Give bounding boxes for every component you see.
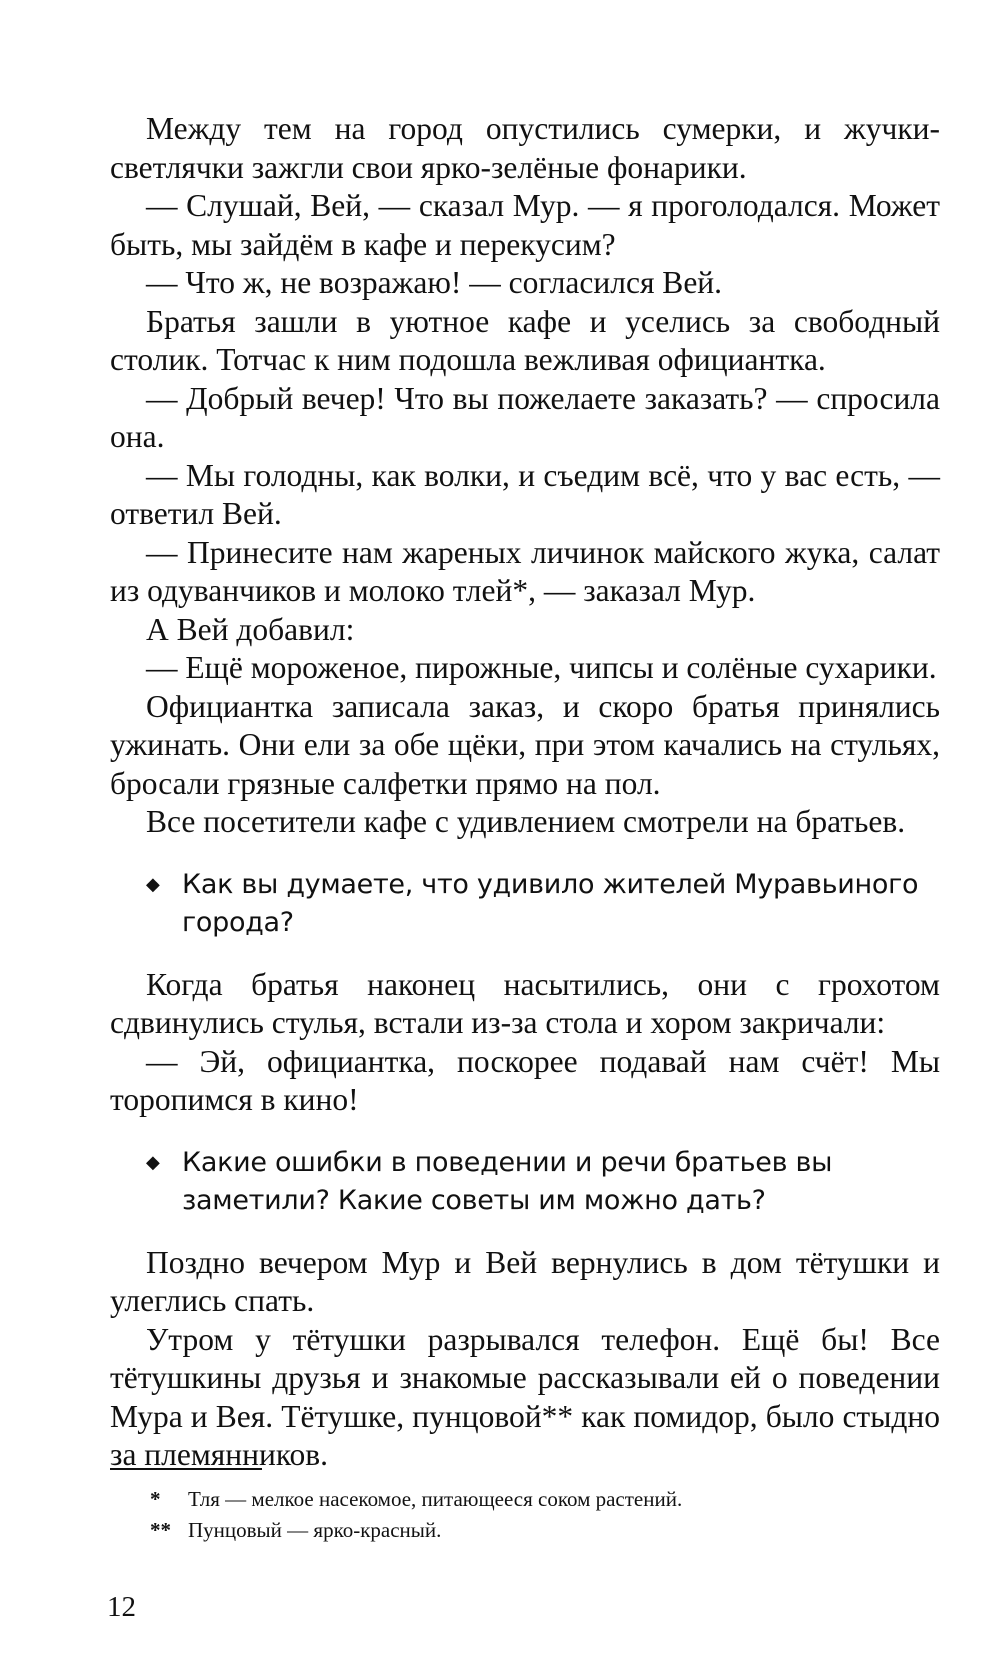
paragraph: Поздно вечером Мур и Вей вернулись в дом тётушки и улеглись спать. (110, 1244, 940, 1318)
footnote-divider (110, 1468, 262, 1470)
main-text (110, 110, 940, 1475)
paragraph: Когда братья наконец насытились, они с грохотом сдвинулись стулья, встали из-за стола и хором закричали: (110, 966, 940, 1040)
paragraph: Между тем на город опустились сумерки, и жучки-светлячки зажгли свои ярко-зелёные фонарики. (110, 111, 940, 185)
paragraph: — Ещё мороженое, пирожные, чипсы и солёные сухарики. (146, 650, 937, 685)
footnote-text: Пунцовый — ярко-красный. (188, 1518, 442, 1542)
question-block (146, 1144, 940, 1220)
footnote-mark: * (150, 1487, 161, 1511)
paragraph: Все посетители кафе с удивлением смотрели на братьев. (146, 804, 906, 839)
paragraph: — Слушай, Вей, — сказал Мур. — я проголодался. Может быть, мы зайдём в кафе и перекусим? (110, 188, 940, 262)
paragraph: — Добрый вечер! Что вы пожелаете заказать? — спросила она. (110, 380, 940, 454)
footnote-mark: ** (150, 1518, 171, 1542)
paragraph: Официантка записала заказ, и скоро братья принялись ужинать. Они ели за обе щёки, при этом качались на стульях, бросали грязные салфетки прямо на пол. (110, 688, 940, 801)
paragraph: — Что ж, не возражаю! — согласился Вей. (146, 265, 723, 300)
paragraph: — Мы голодны, как волки, и съедим всё, что у вас есть, — ответил Вей. (110, 457, 940, 531)
diamond-bullet-icon: ◆ (146, 1151, 160, 1173)
footnotes (150, 1484, 682, 1546)
footnote (150, 1484, 682, 1515)
footnote (150, 1515, 682, 1546)
paragraph: Братья зашли в уютное кафе и уселись за свободный столик. Тотчас к ним подошла вежливая официантка. (110, 303, 940, 377)
paragraph: — Принесите нам жареных личинок майского жука, салат из одуванчиков и молоко тлей*, — заказал Мур. (110, 534, 940, 608)
question-text: Какие ошибки в поведении и речи братьев вы заметили? Какие советы им можно дать? (182, 1146, 833, 1216)
diamond-bullet-icon: ◆ (146, 873, 160, 895)
paragraph: А Вей добавил: (146, 611, 355, 647)
question-text: Как вы думаете, что удивило жителей Муравьиного города? (182, 868, 919, 938)
paragraph: Утром у тётушки разрывался телефон. Ещё бы! Все тётушкины друзья и знакомые рассказывали ей о поведении Мура и Вея. Тётушке, пунцовой** как помидор, было стыдно за племянников. (110, 1321, 940, 1472)
footnote-text: Тля — мелкое насекомое, питающееся соком растений. (188, 1487, 683, 1511)
question-block (146, 866, 940, 942)
page-number: 12 (107, 1591, 136, 1623)
paragraph: — Эй, официантка, поскорее подавай нам счёт! Мы торопимся в кино! (110, 1043, 940, 1117)
